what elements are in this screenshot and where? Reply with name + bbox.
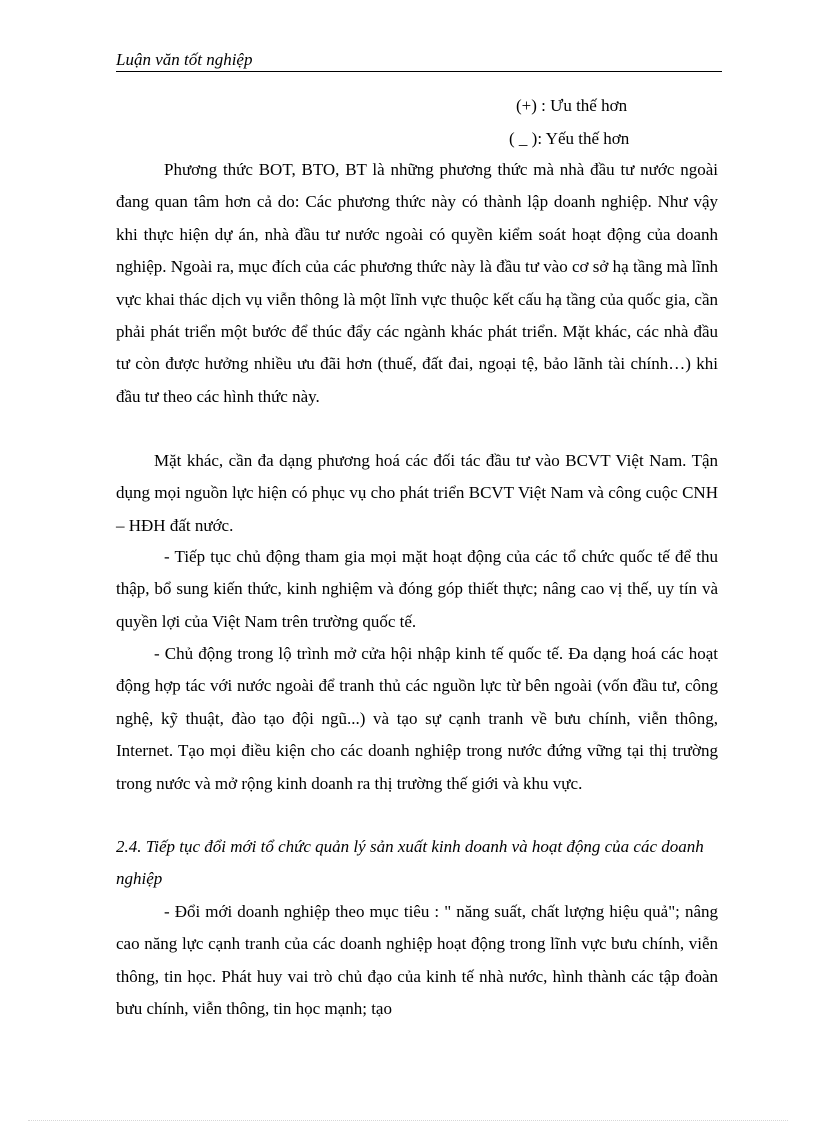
header-divider: [116, 71, 722, 72]
section-heading-2-4: 2.4. Tiếp tục đổi mới tổ chức quản lý sản xuất kinh doanh và hoạt động của các doanh nghiệp: [116, 837, 704, 889]
paragraph-partner-diversification: Mặt khác, cần đa dạng phương hoá các đối tác đầu tư vào BCVT Việt Nam. Tận dụng mọi nguồn lực hiện có phục vụ cho phát triển BCVT Việt Nam và công cuộc CNH – HĐH đất nước.: [116, 451, 718, 535]
page-bottom-divider: [28, 1120, 788, 1121]
paragraph-enterprise-renewal: - Đổi mới doanh nghiệp theo mục tiêu : " năng suất, chất lượng hiệu quả"; nâng cao năng lực cạnh tranh của các doanh nghiệp hoạt động trong lĩnh vực bưu chính, viễn thông, tin học. Phát huy vai trò chủ đạo của kinh tế nhà nước, hình thành các tập đoàn bưu chính, viễn thông, tin học mạnh; tạo: [116, 902, 718, 1019]
paragraph-integration-roadmap: - Chủ động trong lộ trình mở cửa hội nhập kinh tế quốc tế. Đa dạng hoá các hoạt động hợp tác với nước ngoài để tranh thủ các nguồn lực từ bên ngoài (vốn đầu tư, công nghệ, kỹ thuật, đào tạo đội ngũ...) và tạo sự cạnh tranh về bưu chính, viễn thông, Internet. Tạo mọi điều kiện cho các doanh nghiệp trong nước đứng vững tại thị trường trong nước và mở rộng kinh doanh ra thị trường thế giới và khu vực.: [116, 644, 718, 793]
legend-plus: (+) : Ưu thế hơn: [516, 96, 628, 115]
paragraph-international-participation: - Tiếp tục chủ động tham gia mọi mặt hoạt động của các tổ chức quốc tế để thu thập, bổ sung kiến thức, kinh nghiệm và đóng góp thiết thực; nâng cao vị thế, uy tín và quyền lợi của Việt Nam trên trường quốc tế.: [116, 547, 718, 631]
paragraph-bot-bto-bt: Phương thức BOT, BTO, BT là những phương thức mà nhà đầu tư nước ngoài đang quan tâm hơn cả do: Các phương thức này có thành lập doanh nghiệp. Như vậy khi thực hiện dự án, nhà đầu tư nước ngoài có quyền kiểm soát hoạt động của doanh nghiệp. Ngoài ra, mục đích của các phương thức này là đầu tư vào cơ sở hạ tầng mà lĩnh vực khai thác dịch vụ viễn thông là một lĩnh vực thuộc kết cấu hạ tầng của quốc gia, cần phải phát triển một bước để thúc đẩy các ngành khác phát triển. Mặt khác, các nhà đầu tư còn được hưởng nhiều ưu đãi hơn (thuế, đất đai, ngoại tệ, bảo lãnh tài chính…) khi đầu tư theo các hình thức này.: [116, 160, 718, 406]
page-header-title: Luận văn tốt nghiệp: [116, 50, 253, 69]
legend-minus: ( _ ): Yếu thế hơn: [509, 129, 630, 148]
